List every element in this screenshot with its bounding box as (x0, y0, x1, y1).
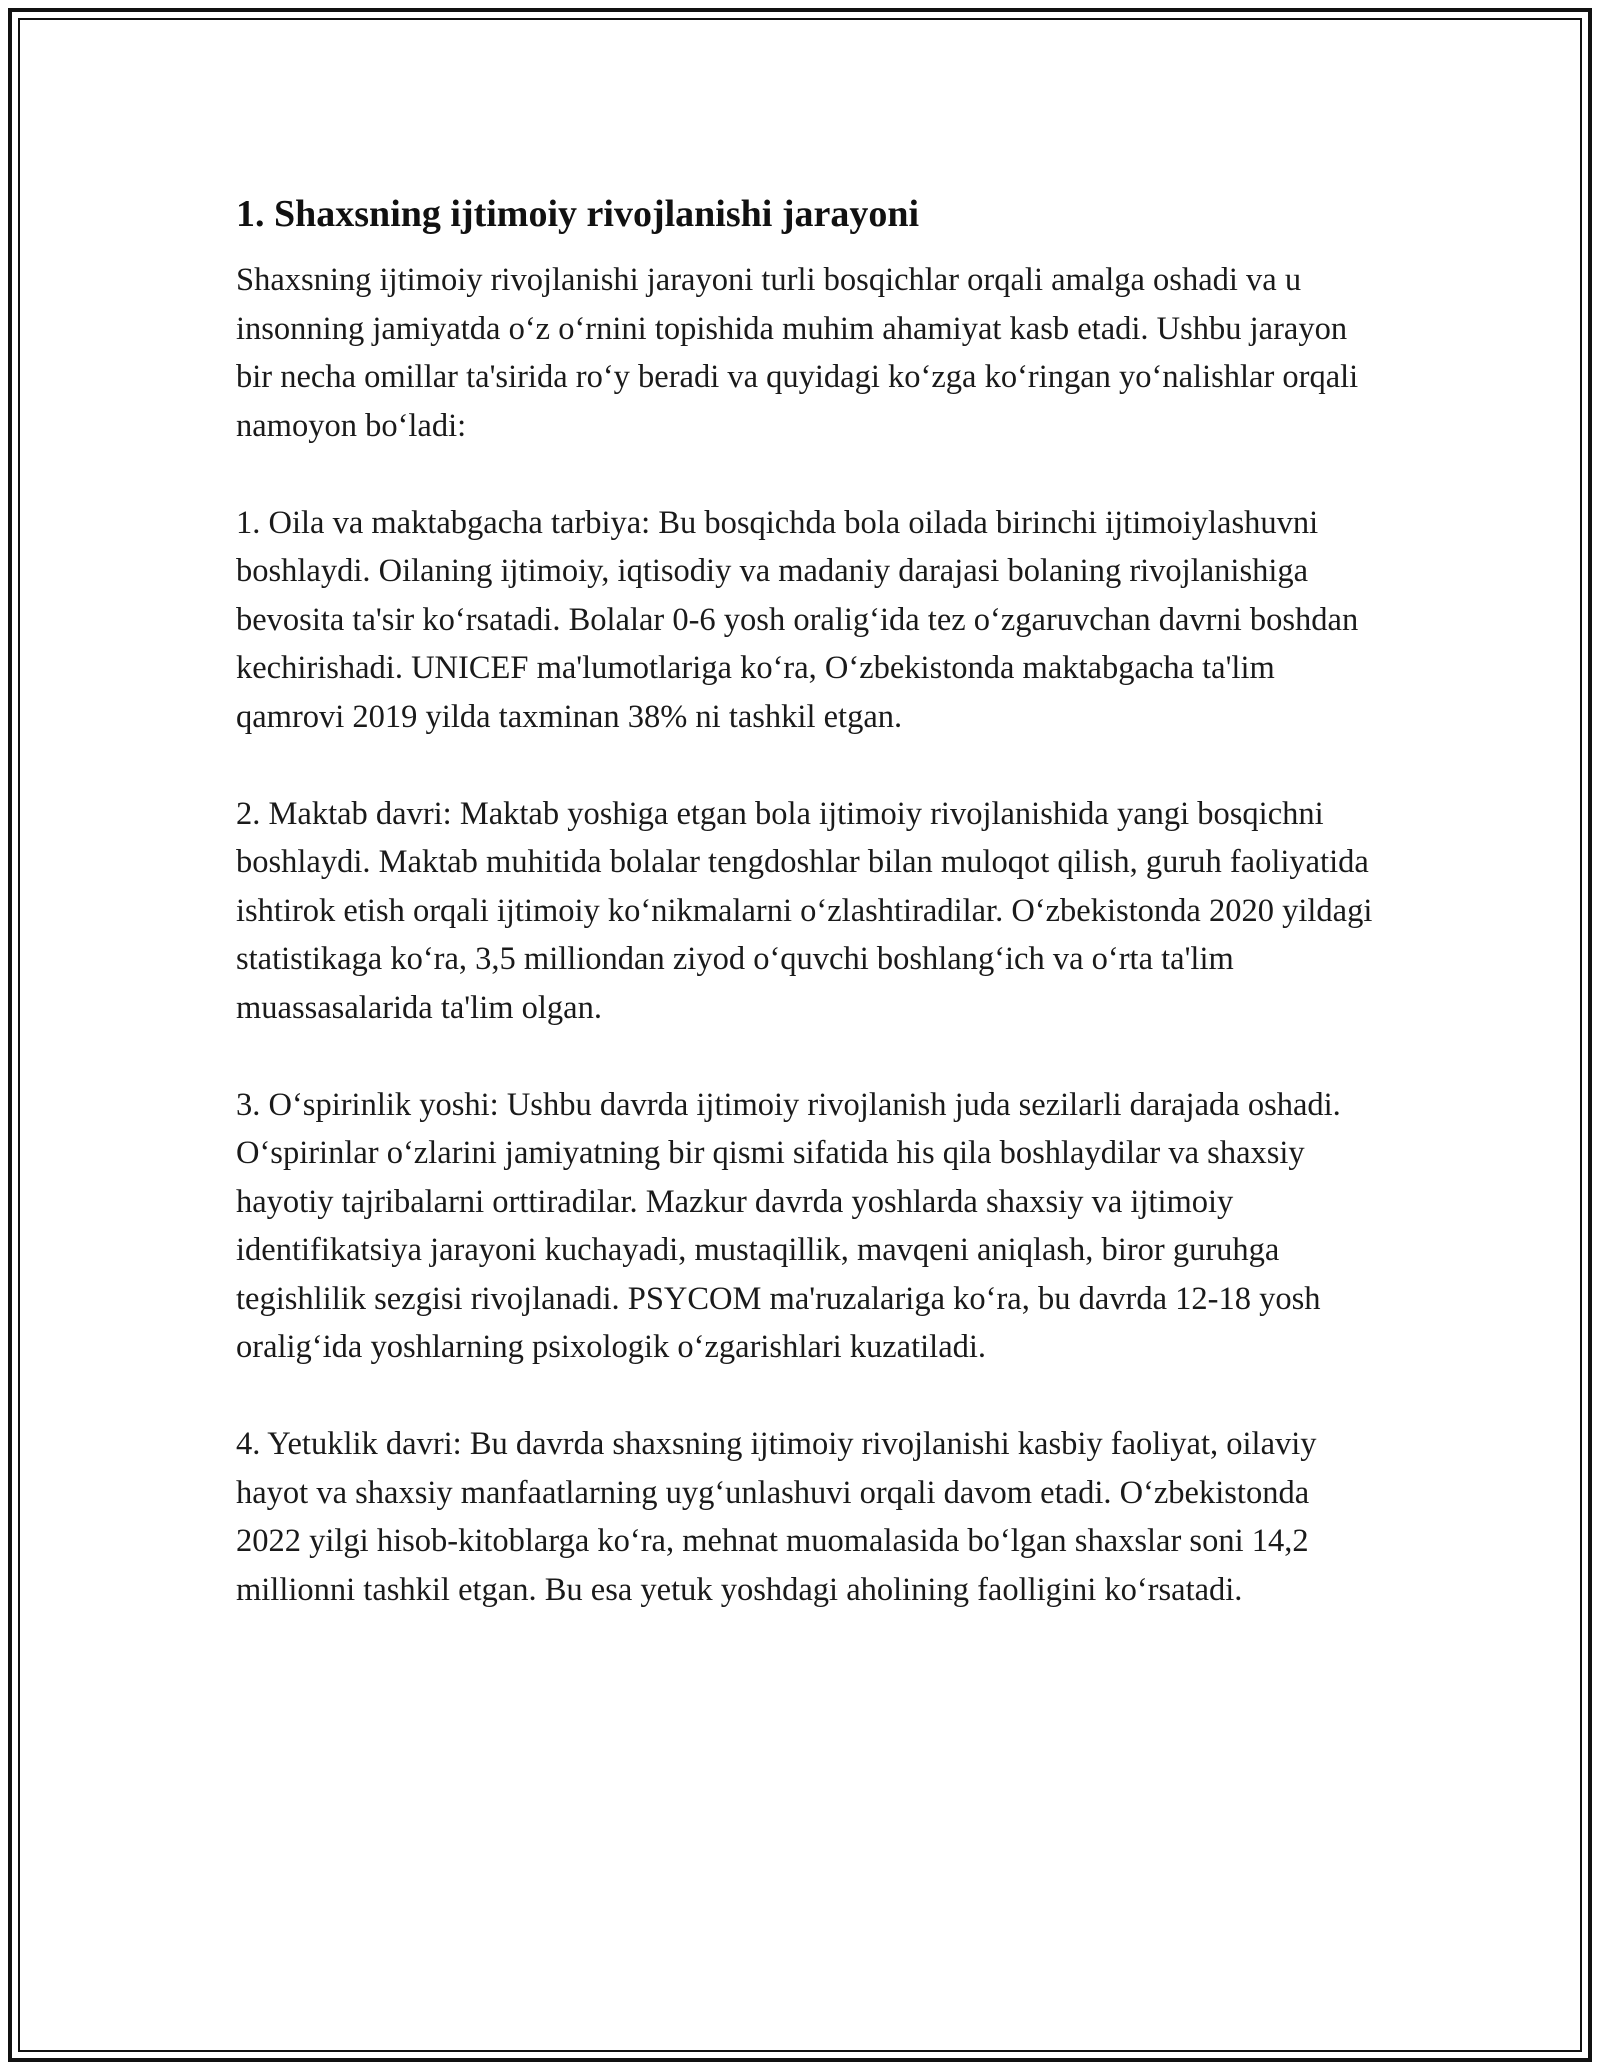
paragraph-adulthood: 4. Yetuklik davri: Bu davrda shaxsning ijtimoiy rivojlanishi kasbiy faoliyat, oilaviy hayot va shaxsiy manfaatlarning uyg‘unlashuvi orqali davom etadi. O‘zbekistonda 2022 yilgi hisob-kitoblarga ko‘ra, mehnat muomalasida bo‘lgan shaxslar soni 14,2 millionni tashkil etgan. Bu esa yetuk yoshdagi aholining faolligini ko‘rsatadi. (236, 1426, 1317, 1608)
paragraph-family-preschool: 1. Oila va maktabgacha tarbiya: Bu bosqichda bola oilada birinchi ijtimoiylashuvni boshlaydi. Oilaning ijtimoiy, iqtisodiy va madaniy darajasi bolaning rivojlanishiga bevosita ta'sir ko‘rsatadi. Bolalar 0-6 yosh oralig‘ida tez o‘zgaruvchan davrni boshdan kechirishadi. UNICEF ma'lumotlariga ko‘ra, O‘zbekistonda maktabgacha ta'lim qamrovi 2019 yilda taxminan 38% ni tashkil etgan. (236, 504, 1359, 735)
section-heading: 1. Shaxsning ijtimoiy rivojlanishi jarayoni (236, 193, 920, 235)
paragraph-adolescence: 3. O‘spirinlik yoshi: Ushbu davrda ijtimoiy rivojlanish juda sezilarli darajada oshadi. O‘spirinlar o‘zlarini jamiyatning bir qismi sifatida his qila boshlaydilar va shaxsiy hayotiy tajribalarni orttiradilar. Mazkur davrda yoshlarda shaxsiy va ijtimoiy identifikatsiya jarayoni kuchayadi, mustaqillik, mavqeni aniqlash, biror guruhga tegishlilik sezgisi rivojlanadi. PSYCOM ma'ruzalariga ko‘ra, bu davrda 12-18 yosh oralig‘ida yoshlarning psixologik o‘zgarishlari kuzatiladi. (236, 1086, 1341, 1365)
document-body (236, 186, 1376, 1663)
intro-paragraph: Shaxsning ijtimoiy rivojlanishi jarayoni turli bosqichlar orqali amalga oshadi va u insonning jamiyatda o‘z o‘rnini topishida muhim ahamiyat kasb etadi. Ushbu jarayon bir necha omillar ta'sirida ro‘y beradi va quyidagi ko‘zga ko‘ringan yo‘nalishlar orqali namoyon bo‘ladi: (236, 262, 1359, 444)
paragraph-school-period: 2. Maktab davri: Maktab yoshiga etgan bola ijtimoiy rivojlanishida yangi bosqichni boshlaydi. Maktab muhitida bolalar tengdoshlar bilan muloqot qilish, guruh faoliyatida ishtirok etish orqali ijtimoiy ko‘nikmalarni o‘zlashtiradilar. O‘zbekistonda 2020 yildagi statistikaga ko‘ra, 3,5 milliondan ziyod o‘quvchi boshlang‘ich va o‘rta ta'lim muassasalarida ta'lim olgan. (236, 795, 1373, 1026)
